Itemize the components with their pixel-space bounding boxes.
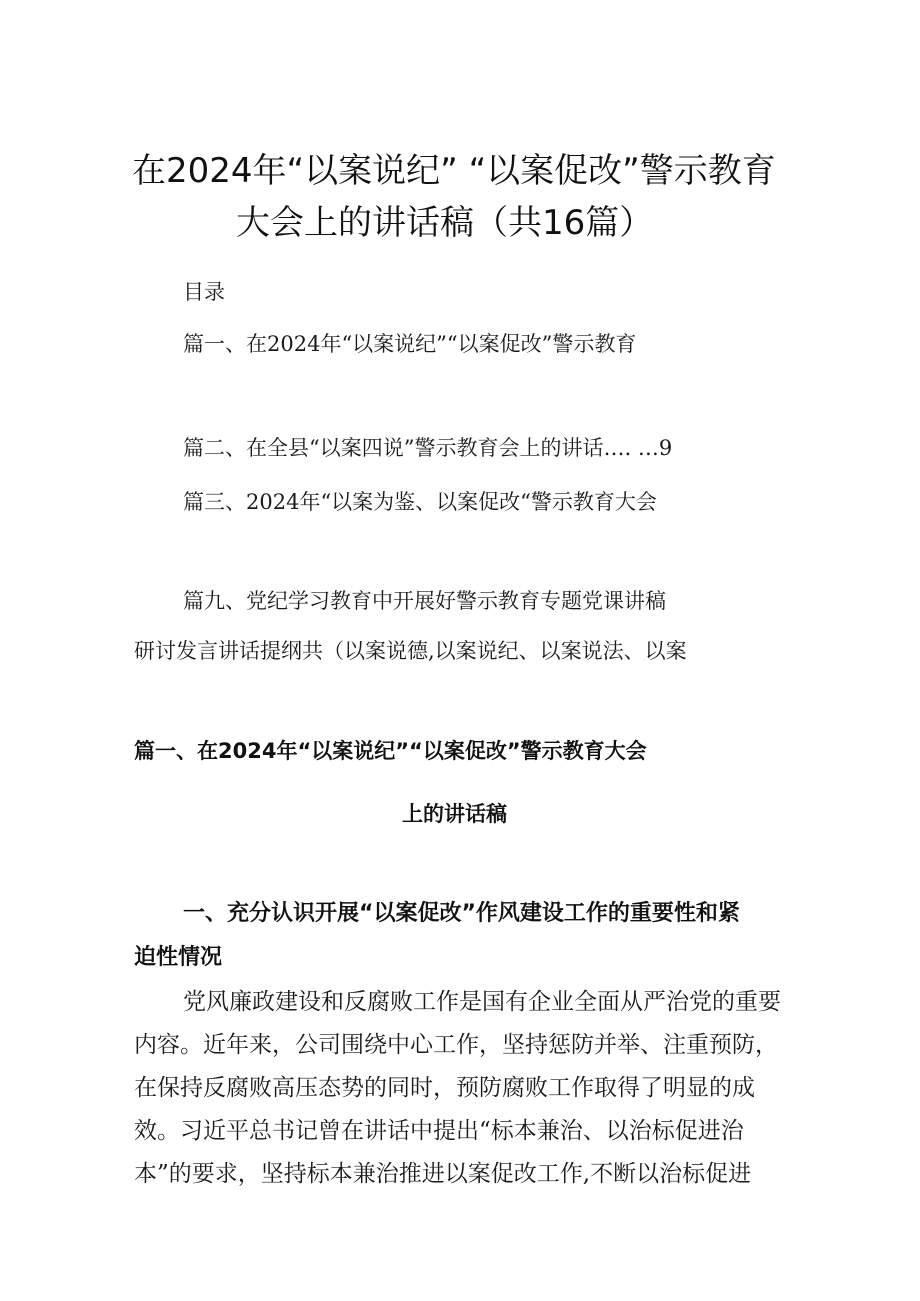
toc-item-2: 篇二、在全县“以案四说”警示教育会上的讲话…. …9 [183,436,673,460]
toc-item-4: 篇九、党纪学习教育中开展好警示教育专题党课讲稿 [183,589,666,613]
section-heading-line-1: 篇一、在2024年“以案说纪”“以案促改”警示教育大会 [134,739,647,763]
paragraph-line-4: 效。习近平总书记曾在讲话中提出“标本兼治、以治标促进治 [134,1118,744,1144]
paragraph-line-5: 本”的要求，坚持标本兼治推进以案促改工作,不断以治标促进 [134,1161,752,1187]
section-heading-line-2: 上的讲话稿 [402,802,507,826]
subheading-line-1: 一、充分认识开展“以案促改”作风建设工作的重要性和紧 [183,901,740,926]
document-title-line-2: 大会上的讲话稿（共16篇） [236,203,654,243]
paragraph-line-3: 在保持反腐败高压态势的同时，预防腐败工作取得了明显的成 [134,1075,755,1101]
document-title-line-1: 在2024年“以案说纪” “以案促改”警示教育 [132,151,776,191]
toc-item-1: 篇一、在2024年“以案说纪”“以案促改”警示教育 [183,332,637,356]
toc-item-3: 篇三、2024年“以案为鉴、以案促改“警示教育大会 [183,490,657,514]
paragraph-line-1: 党风廉政建设和反腐败工作是国有企业全面从严治党的重要 [183,989,781,1015]
toc-item-5: 研讨发言讲话提纲共（以案说德,以案说纪、以案说法、以案 [134,639,687,663]
subheading-line-2: 迫性情况 [134,945,223,970]
paragraph-line-2: 内容。近年来，公司围绕中心工作，坚持惩防并举、注重预防， [134,1032,778,1058]
toc-label: 目录 [183,280,225,304]
